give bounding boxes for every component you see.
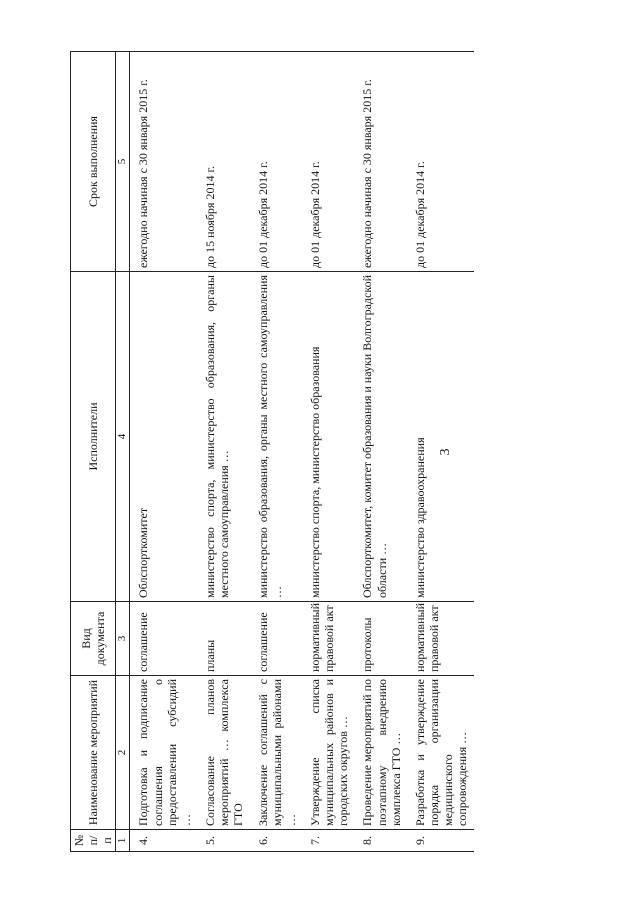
executors: министерство спорта, министерство образования, органы местного самоуправления …: [197, 272, 249, 602]
row-number: 5.: [197, 830, 249, 852]
column-number: 5: [116, 52, 130, 272]
document-sheet: [70, 52, 570, 852]
row-number: 7.: [302, 830, 354, 852]
header-deadline: Срок выполнения: [71, 52, 116, 272]
deadline: до 15 ноября 2014 г.: [197, 52, 249, 272]
document-type: планы: [197, 602, 249, 676]
measure-name: Утверждение списка муниципальных районов и городских округов …: [302, 676, 354, 830]
header-measure-name: Наименование мероприятий: [71, 676, 116, 830]
column-number: 1: [116, 830, 130, 852]
document-type: нормативный правовой акт: [302, 602, 354, 676]
document-type: соглашение: [250, 602, 302, 676]
measure-name: Заключение соглашений с муниципальными районами …: [250, 676, 302, 830]
header-executors: Исполнители: [71, 272, 116, 602]
table-row: [302, 52, 354, 852]
executors: министерство спорта, министерство образования: [302, 272, 354, 602]
executors: Облспорткомитет, комитет образования и науки Волгоградской области …: [354, 272, 406, 602]
table-row: [197, 52, 249, 852]
deadline: ежегодно начиная с 30 января 2015 г.: [354, 52, 406, 272]
document-type: нормативный правовой акт: [407, 602, 474, 676]
deadline: до 01 декабря 2014 г.: [302, 52, 354, 272]
row-number: 6.: [250, 830, 302, 852]
header-number: № п/п: [71, 830, 116, 852]
deadline: ежегодно начиная с 30 января 2015 г.: [130, 52, 197, 272]
measure-name: Согласование планов мероприятий … комплекса ГТО: [197, 676, 249, 830]
measure-name: Проведение мероприятий по поэтапному внедрению комплекса ГТО …: [354, 676, 406, 830]
page-number: 3: [438, 448, 453, 456]
table-header: [71, 52, 130, 852]
executors: министерство образования, органы местного самоуправления …: [250, 272, 302, 602]
row-number: 8.: [354, 830, 406, 852]
measure-name: Подготовка и подписание соглашения о предоставлении субсидий …: [130, 676, 197, 830]
table-row: [250, 52, 302, 852]
executors: министерство здравоохранения: [407, 272, 474, 602]
deadline: до 01 декабря 2014 г.: [407, 52, 474, 272]
row-number: 4.: [130, 830, 197, 852]
column-number: 4: [116, 272, 130, 602]
column-number-row: [116, 52, 130, 852]
table-body: [130, 52, 474, 852]
executors: Облспорткомитет: [130, 272, 197, 602]
row-number: 9.: [407, 830, 474, 852]
header-document-type: Вид документа: [71, 602, 116, 676]
column-number: 3: [116, 602, 130, 676]
document-type: протоколы: [354, 602, 406, 676]
document-type: соглашение: [130, 602, 197, 676]
measure-name: Разработка и утверждение порядка организации медицинского сопровождения …: [407, 676, 474, 830]
deadline: до 01 декабря 2014 г.: [250, 52, 302, 272]
measures-table-wrapper: [70, 52, 474, 852]
header-row: [71, 52, 116, 852]
column-number: 2: [116, 676, 130, 830]
table-row: [354, 52, 406, 852]
table-row: [130, 52, 197, 852]
measures-table: [70, 51, 474, 852]
